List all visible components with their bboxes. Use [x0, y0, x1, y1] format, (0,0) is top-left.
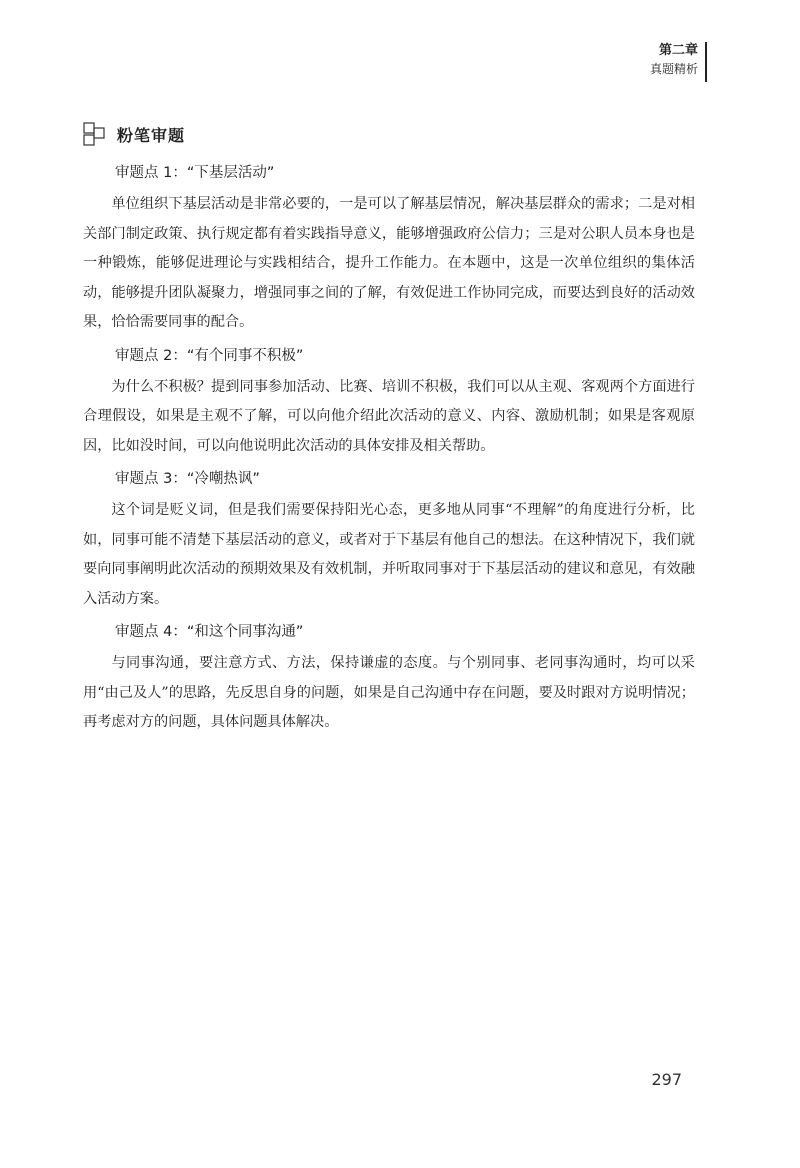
chapter-label: 第二章: [658, 43, 698, 58]
point-paragraph-4: 与同事沟通，要注意方式、方法，保持谦虚的态度。与个别同事、老同事沟通时，均可以采用“由己及人”的思路，先反思自身的问题，如果是自己沟通中存在问题，要及时跟对方说明情况；再考虑对方的问题，具体问题具体解决。: [83, 655, 695, 730]
running-header: [650, 42, 698, 78]
point-heading-2: 审题点 2：“有个同事不积极”: [115, 347, 304, 364]
section-title: [83, 122, 185, 146]
main-content: [83, 155, 695, 740]
section-marker-icon: [83, 122, 105, 146]
point-heading-1: 审题点 1：“下基层活动”: [115, 165, 275, 181]
chapter-subtitle: 真题精析: [649, 62, 698, 76]
section-title-text: 粉笔审题: [117, 125, 186, 145]
page-number: 297: [651, 1070, 682, 1089]
header-divider: [705, 42, 707, 82]
point-paragraph-1: 单位组织下基层活动是非常必要的，一是可以了解基层情况，解决基层群众的需求；二是对相关部门制定政策、执行规定都有着实践指导意义，能够增强政府公信力；三是对公职人员本身也是一种锻炼，能够促进理论与实践相结合，提升工作能力。在本题中，这是一次单位组织的集体活动，能够提升团队凝聚力，增强同事之间的了解，有效促进工作协同完成，而要达到良好的活动效果，恰恰需要同事的配合。: [83, 196, 695, 330]
point-heading-3: 审题点 3：“冷嘲热讽”: [115, 471, 260, 487]
point-heading-4: 审题点 4：“和这个同事沟通”: [115, 624, 304, 640]
point-paragraph-2: 为什么不积极？提到同事参加活动、比赛、培训不积极，我们可以从主观、客观两个方面进行合理假设，如果是主观不了解，可以向他介绍此次活动的意义、内容、激励机制；如果是客观原因，比如没时间，可以向他说明此次活动的具体安排及相关帮助。: [83, 378, 695, 454]
point-paragraph-3: 这个词是贬义词，但是我们需要保持阳光心态，更多地从同事“不理解”的角度进行分析，比如，同事可能不清楚下基层活动的意义，或者对于下基层有他自己的想法。在这种情况下，我们就要向同事阐明此次活动的预期效果及有效机制，并听取同事对于下基层活动的建议和意见，有效融入活动方案。: [83, 502, 695, 607]
